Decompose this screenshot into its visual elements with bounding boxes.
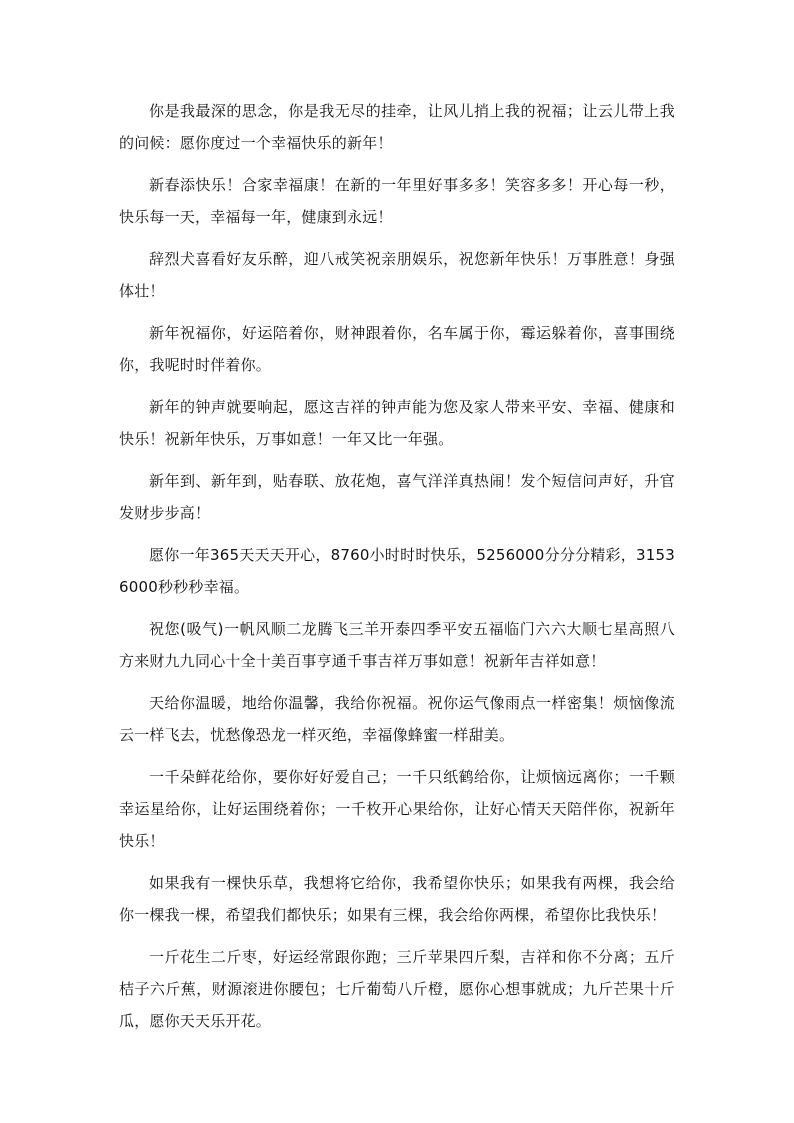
paragraph: 辞烈犬喜看好友乐醉，迎八戒笑祝亲朋娱乐，祝您新年快乐！万事胜意！身强体壮！ (119, 250, 675, 300)
paragraph: 新年的钟声就要响起，愿这吉祥的钟声能为您及家人带来平安、幸福、健康和快乐！祝新年快乐，万事如意！一年又比一年强。 (119, 398, 675, 448)
paragraph: 祝您(吸气)一帆风顺二龙腾飞三羊开泰四季平安五福临门六六大顺七星高照八方来财九九同心十全十美百事亨通千事吉祥万事如意！祝新年吉祥如意！ (119, 620, 675, 670)
paragraph: 新年祝福你，好运陪着你，财神跟着你，名车属于你，霉运躲着你，喜事围绕你，我呢时时伴着你。 (119, 324, 675, 374)
paragraph: 你是我最深的思念，你是我无尽的挂牵，让风儿捎上我的祝福；让云儿带上我的问候：愿你度过一个幸福快乐的新年！ (119, 102, 675, 152)
paragraph: 愿你一年365天天天开心，8760小时时时快乐，5256000分分分精彩，31536000秒秒秒幸福。 (119, 546, 675, 596)
paragraph: 新春添快乐！合家幸福康！在新的一年里好事多多！笑容多多！开心每一秒，快乐每一天，幸福每一年，健康到永远！ (119, 176, 675, 226)
document-body (119, 95, 675, 1047)
paragraph: 如果我有一棵快乐草，我想将它给你，我希望你快乐；如果我有两棵，我会给你一棵我一棵，希望我们都快乐；如果有三棵，我会给你两棵，希望你比我快乐！ (119, 874, 675, 924)
paragraph: 天给你温暖，地给你温馨，我给你祝福。祝你运气像雨点一样密集！烦恼像流云一样飞去，忧愁像恐龙一样灭绝，幸福像蜂蜜一样甜美。 (119, 694, 675, 744)
paragraph: 一斤花生二斤枣，好运经常跟你跑；三斤苹果四斤梨，吉祥和你不分离；五斤桔子六斤蕉，财源滚进你腰包；七斤葡萄八斤橙，愿你心想事就成；九斤芒果十斤瓜，愿你天天乐开花。 (119, 948, 675, 1030)
paragraph: 新年到、新年到，贴春联、放花炮，喜气洋洋真热闹！发个短信问声好，升官发财步步高！ (119, 472, 675, 522)
paragraph: 一千朵鲜花给你，要你好好爱自己；一千只纸鹤给你，让烦恼远离你；一千颗幸运星给你，让好运围绕着你；一千枚开心果给你，让好心情天天陪伴你，祝新年快乐！ (119, 768, 675, 850)
